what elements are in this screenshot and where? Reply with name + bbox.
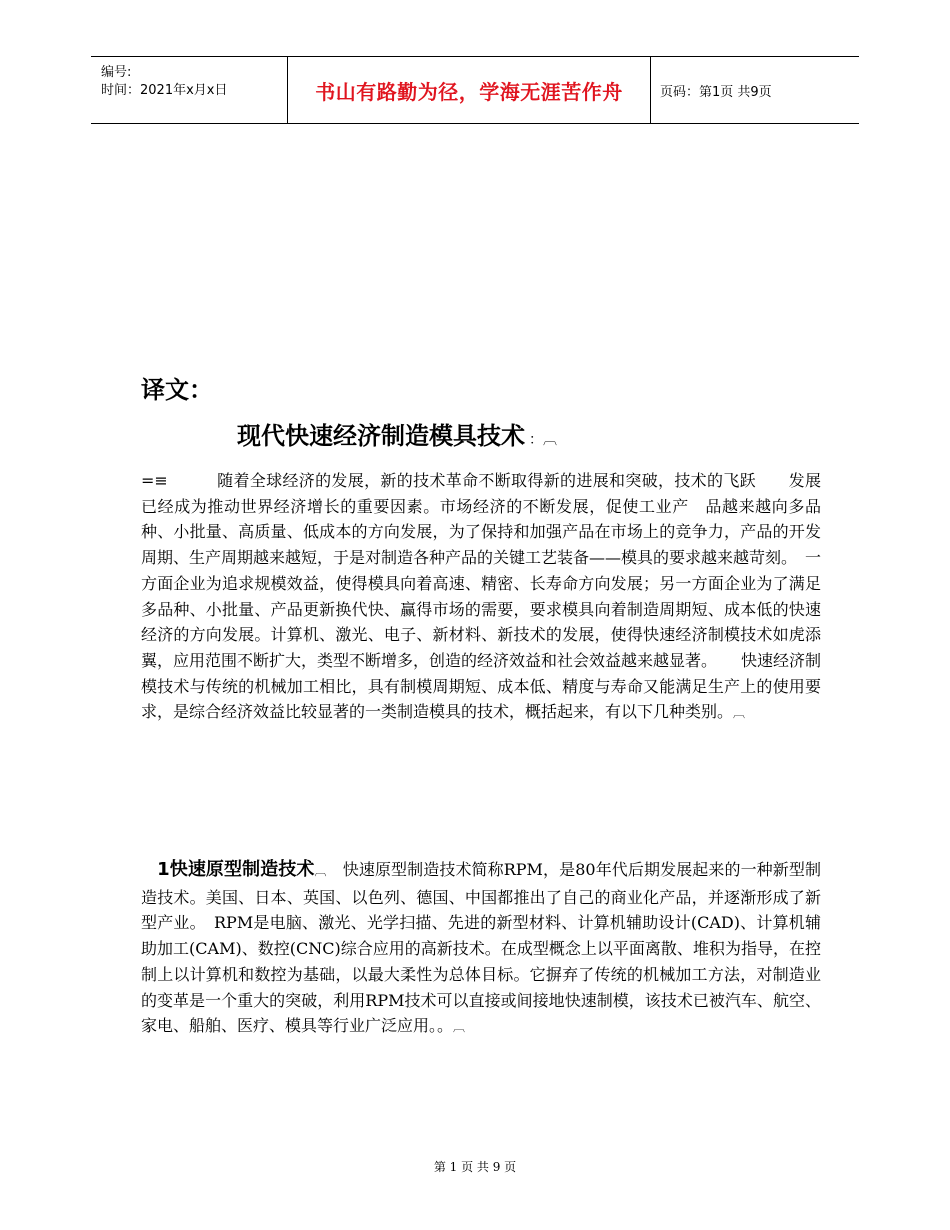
document-title [237,416,557,451]
header-page-cell [650,57,859,123]
title-mark: ：︹ [529,432,557,448]
paragraph-mark: ︹ [733,706,746,721]
paragraph-mark: ︹ [453,1020,466,1035]
document-header [91,56,859,124]
header-meta-cell [91,57,287,123]
page-info: 页码：第1页 共9页 [660,84,772,100]
title-text: 现代快速经济制造模具技术 [237,422,525,450]
section-mark: ︹ [314,864,327,878]
header-motto-cell [287,57,651,123]
paragraph-section1-text: 快速原型制造技术简称RPM，是80年代后期发展起来的一种新型制造技术。美国、日本、英国、以色列、德国、中国都推出了自己的商业化产品，并逐渐形成了新型产业。 RPM是电脑、激光、光学扫描、先进的新型材料、计算机辅助设计(CAD)、计算机辅助加工(CAM)、数控(CNC)综合应用的高新技术。在成型概念上以平面离散、堆积为指导，在控制上以计算机和数控为基础，以最大柔性为总体目标。它摒弃了传统的机械加工方法，对制造业的变革是一个重大的突破，利用RPM技术可以直接或间接地快速制模，该技术已被汽车、航空、家电、船舶、医疗、模具等行业广泛应用。。 [141,860,821,1036]
translation-label: 译文： [141,376,213,404]
paragraph-intro-text: =≡ 随着全球经济的发展，新的技术革命不断取得新的进展和突破，技术的飞跃 发展已经成为推动世界经济增长的重要因素。市场经济的不断发展，促使工业产 品越来越向多品种、小批量、高质量、低成本的方向发展，为了保持和加强产品在市场上的竞争力，产品的开发周期、生产周期越来越短，于是对制造各种产品的关键工艺装备——模具的要求越来越苛刻。 一方面企业为追求规模效益，使得模具向着高速、精密、长寿命方向发展；另一方面企业为了满足多品种、小批量、产品更新换代快、赢得市场的需要，要求模具向着制造周期短、成本低的快速经济的方向发展。计算机、激光、电子、新材料、新技术的发展，使得快速经济制模技术如虎添翼，应用范围不断扩大，类型不断增多，创造的经济效益和社会效益越来越显著。 快速经济制模技术与传统的机械加工相比，具有制模周期短、成本低、精度与寿命又能满足生产上的使用要求，是综合经济效益比较显著的一类制造模具的技术，概括起来，有以下几种类别。 [141,471,822,722]
paragraph-intro [141,468,821,727]
section1-heading: 1快速原型制造技术 [157,859,315,880]
page-footer: 第 1 页 共 9 页 [433,1160,517,1174]
paragraph-section1 [141,857,821,1041]
motto-text: 书山有路勤为径，学海无涯苦作舟 [315,79,623,104]
number-label: 编号: [101,65,132,80]
time-label: 时间：2021年x月x日 [101,83,228,98]
